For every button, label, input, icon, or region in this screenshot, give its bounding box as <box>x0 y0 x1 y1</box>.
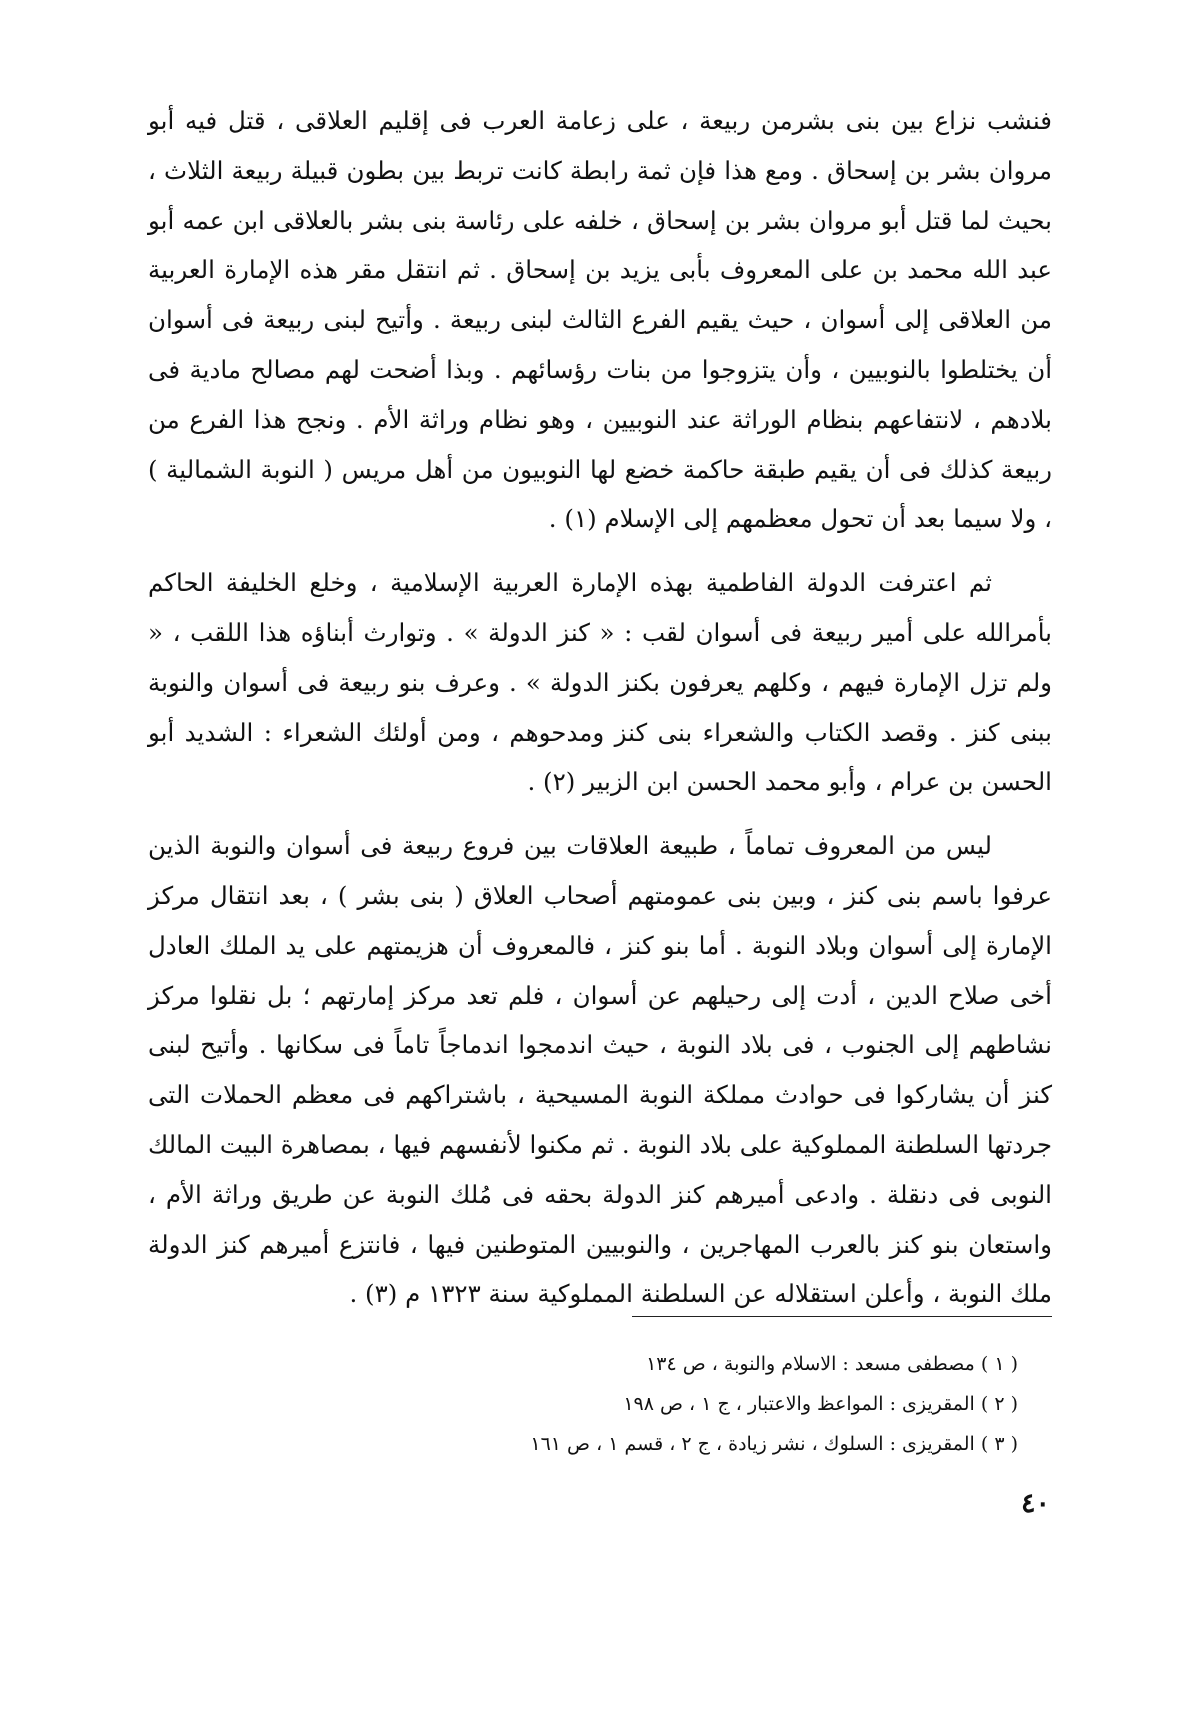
footnote-3: ( ٣ ) المقريزى : السلوك ، نشر زيادة ، ج ٢ ، قسم ١ ، ص ١٦١ <box>530 1433 1018 1455</box>
footnote-divider <box>632 1316 1052 1317</box>
paragraph-1: فنشب نزاع بين بنى بشرمن ربيعة ، على زعامة العرب فى إقليم العلاقى ، قتل فيه أبو مروان بشر بن إسحاق . ومع هذا فإن ثمة رابطة كانت تربط بين بطون قبيلة ربيعة الثلاث ، بحيث لما قتل أبو مروان بشر بن إسحاق ، خلفه على رئاسة بنى بشر بالعلاقى ابن عمه أبو عبد الله محمد بن على المعروف بأبى يزيد بن إسحاق . ثم انتقل مقر هذه الإمارة العربية من العلاقى إلى أسوان ، حيث يقيم الفرع الثالث لبنى ربيعة . وأتيح لبنى ربيعة فى أسوان أن يختلطوا بالنوبيين ، وأن يتزوجوا من بنات رؤسائهم . وبذا أضحت لهم مصالح مادية فى بلادهم ، لانتفاعهم بنظام الوراثة عند النوبيين ، وهو نظام وراثة الأم . ونجح هذا الفرع من ربيعة كذلك فى أن يقيم طبقة حاكمة خضع لها النوبيون من أهل مريس ( النوبة الشمالية ) ، ولا سيما بعد أن تحول معظمهم إلى الإسلام (١) . <box>148 106 1052 534</box>
footnote-1: ( ١ ) مصطفى مسعد : الاسلام والنوبة ، ص ١٣٤ <box>646 1353 1018 1375</box>
paragraph-3: ليس من المعروف تماماً ، طبيعة العلاقات بين فروع ربيعة فى أسوان والنوبة الذين عرفوا باسم بنى كنز ، وبين بنى عمومتهم أصحاب العلاق ( بنى بشر ) ، بعد انتقال مركز الإمارة إلى أسوان وبلاد النوبة . أما بنو كنز ، فالمعروف أن هزيمتهم على يد الملك العادل أخى صلاح الدين ، أدت إلى رحيلهم عن أسوان ، فلم تعد مركز إمارتهم ؛ بل نقلوا مركز نشاطهم إلى الجنوب ، فى بلاد النوبة ، حيث اندمجوا اندماجاً تاماً فى سكانها . وأتيح لبنى كنز أن يشاركوا فى حوادث مملكة النوبة المسيحية ، باشتراكهم فى معظم الحملات التى جردتها السلطنة المملوكية على بلاد النوبة . ثم مكنوا لأنفسهم فيها ، بمصاهرة البيت المالك النوبى فى دنقلة . وادعى أميرهم كنز الدولة بحقه فى مُلك النوبة عن طريق وراثة الأم ، واستعان بنو كنز بالعرب المهاجرين ، والنوبيين المتوطنين فيها ، فانتزع أميرهم كنز الدولة ملك النوبة ، وأعلن استقلاله عن السلطنة المملوكية سنة ١٣٢٣ م (٣) . <box>148 831 1053 1309</box>
main-text <box>148 96 1052 1319</box>
paragraph-2: ثم اعترفت الدولة الفاطمية بهذه الإمارة العربية الإسلامية ، وخلع الخليفة الحاكم بأمرالله على أمير ربيعة فى أسوان لقب : « كنز الدولة » . وتوارث أبناؤه هذا اللقب ، « ولم تزل الإمارة فيهم ، وكلهم يعرفون بكنز الدولة » . وعرف بنو ربيعة فى أسوان والنوبة ببنى كنز . وقصد الكتاب والشعراء بنى كنز ومدحوهم ، ومن أولئك الشعراء : الشديد أبو الحسن بن عرام ، وأبو محمد الحسن ابن الزبير (٢) . <box>148 568 1052 797</box>
page-number: ٤٠ <box>1020 1488 1050 1519</box>
footnotes <box>330 1344 1018 1464</box>
footnote-2: ( ٢ ) المقريزى : المواعظ والاعتبار ، ج ١ ، ص ١٩٨ <box>623 1393 1018 1415</box>
